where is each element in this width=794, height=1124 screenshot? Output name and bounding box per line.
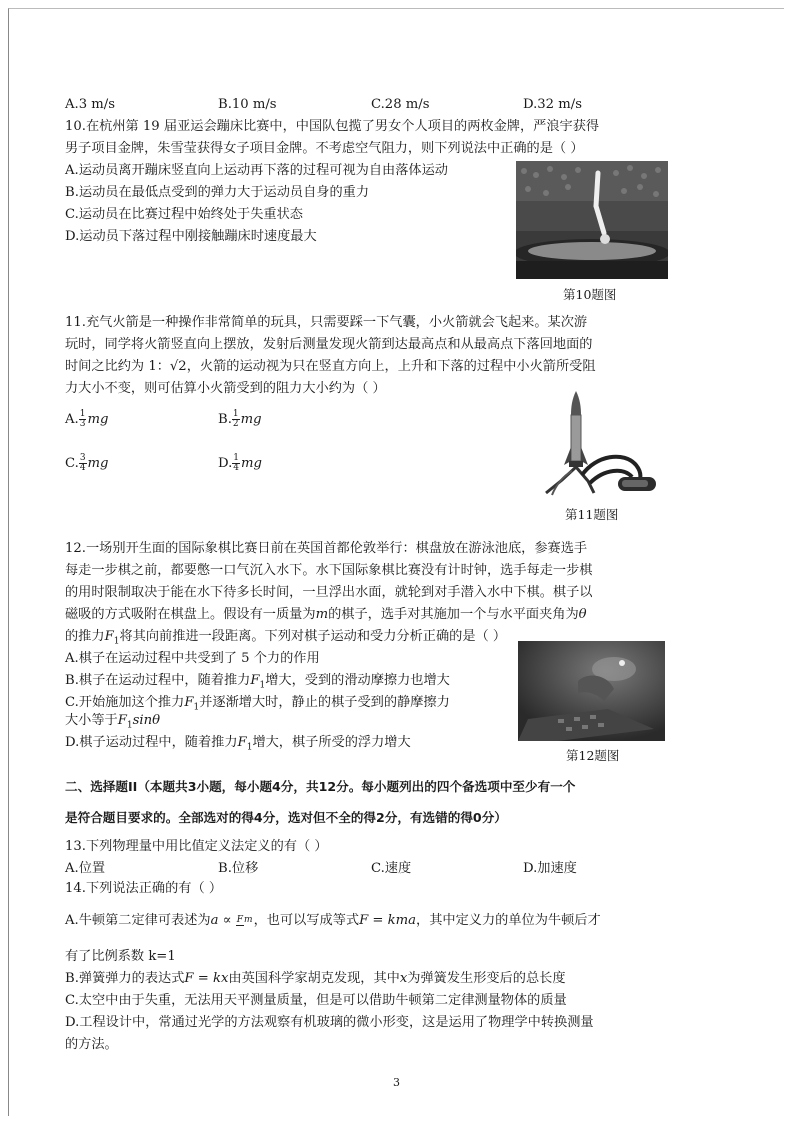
q9-option-b: B.10 m/s (218, 97, 277, 112)
q13-option-c: C.速度 (371, 861, 412, 876)
q11-option-c: C. $\frac{3}{4}$ mg (65, 453, 109, 473)
section2-header-line1: 二、选择题II（本题共3小题，每小题4分，共12分。每小题列出的四个备选项中至少有一个 (65, 779, 576, 794)
q14-option-a-line2: 有了比例系数 k=1 (65, 949, 176, 964)
q14-option-a-line1: A.牛顿第二定律可表述为a ∝ Fm，也可以写成等式F = kma，其中定义力的单位为牛顿后才 (65, 913, 601, 928)
q11-stem-line4: 力大小不变，则可估算小火箭受到的阻力大小约为（ ） (65, 381, 386, 396)
q12-figure-caption: 第12题图 (566, 748, 620, 763)
q14-option-c: C.太空中由于失重，无法用天平测量质量，但是可以借助牛顿第二定律测量物体的质量 (65, 993, 567, 1008)
q11-air-rocket-photo (532, 385, 662, 501)
q12-stem-line4: 磁吸的方式吸附在棋盘上。假设有一质量为m的棋子，选手对其施加一个与水平面夹角为θ (65, 607, 587, 622)
q11-stem-line3: 时间之比约为 1：√2，火箭的运动视为只在竖直方向上，上升和下落的过程中小火箭所受阻 (65, 359, 596, 374)
q11-option-b: B. $\frac{1}{2}$ mg (218, 409, 262, 429)
q12-underwater-chess-photo (518, 641, 665, 741)
q13-option-a: A.位置 (65, 861, 106, 876)
q12-stem-line1: 12.一场别开生面的国际象棋比赛日前在英国首都伦敦举行：棋盘放在游泳池底，参赛选手 (65, 541, 588, 556)
q12-stem-line3: 的用时限制取决于能在水下待多长时间，一旦浮出水面，就轮到对手潜入水中下棋。棋子以 (65, 585, 593, 600)
q12-option-b: B.棋子在运动过程中，随着推力$F_1$增大，受到的滑动摩擦力也增大 (65, 673, 450, 691)
q10-option-b: B.运动员在最低点受到的弹力大于运动员自身的重力 (65, 185, 370, 200)
q13-stem: 13.下列物理量中用比值定义法定义的有（ ） (65, 839, 328, 854)
q10-trampoline-photo (516, 161, 668, 279)
page-number: 3 (393, 1076, 400, 1089)
q10-option-a: A.运动员离开蹦床竖直向上运动再下落的过程可视为自由落体运动 (65, 163, 448, 178)
q9-option-a: A.3 m/s (65, 97, 116, 112)
q10-option-d: D.运动员下落过程中刚接触蹦床时速度最大 (65, 229, 317, 244)
q11-stem-line1: 11.充气火箭是一种操作非常简单的玩具，只需要踩一下气囊，小火箭就会飞起来。某次游 (65, 315, 588, 330)
q9-option-c: C.28 m/s (371, 97, 430, 112)
q12-option-c-line1: C.开始施加这个推力$F_1$并逐渐增大时，静止的棋子受到的静摩擦力 (65, 695, 450, 713)
q12-option-c-line2: 大小等于$F_1\sin\theta$ (65, 713, 161, 731)
q12-stem-line5: 的推力$F_1$将其向前推进一段距离。下列对棋子运动和受力分析正确的是（ ） (65, 629, 507, 647)
q10-stem-line1: 10.在杭州第 19 届亚运会蹦床比赛中，中国队包揽了男女个人项目的两枚金牌，严浪宇获得 (65, 119, 600, 134)
q10-figure-caption: 第10题图 (563, 287, 617, 302)
q14-option-b: B.弹簧弹力的表达式F = kx由英国科学家胡克发现，其中x为弹簧发生形变后的总长度 (65, 971, 566, 986)
q11-option-a: A. $\frac{1}{3}$ mg (65, 409, 109, 429)
q10-option-c: C.运动员在比赛过程中始终处于失重状态 (65, 207, 303, 222)
q14-stem: 14.下列说法正确的有（ ） (65, 881, 223, 896)
q12-option-a: A.棋子在运动过程中共受到了 5 个力的作用 (65, 651, 320, 666)
q13-option-b: B.位移 (218, 861, 259, 876)
q12-stem-line2: 每走一步棋之前，都要憋一口气沉入水下。水下国际象棋比赛没有计时钟，选手每走一步棋 (65, 563, 593, 578)
q14-option-d-line1: D.工程设计中，常通过光学的方法观察有机玻璃的微小形变，这是运用了物理学中转换测量 (65, 1015, 594, 1030)
q9-option-d: D.32 m/s (523, 97, 582, 112)
q11-option-d: D. $\frac{1}{4}$ mg (218, 453, 262, 473)
q10-stem-line2: 男子项目金牌，朱雪莹获得女子项目金牌。不考虑空气阻力，则下列说法中正确的是（ ） (65, 141, 584, 156)
section2-header-line2: 是符合题目要求的。全部选对的得4分，选对但不全的得2分，有选错的得0分） (65, 810, 507, 825)
q13-option-d: D.加速度 (523, 861, 577, 876)
q12-option-d: D.棋子运动过程中，随着推力$F_1$增大，棋子所受的浮力增大 (65, 735, 411, 753)
q14-option-d-line2: 的方法。 (65, 1037, 118, 1052)
q11-stem-line2: 玩时，同学将火箭竖直向上摆放，发射后测量发现火箭到达最高点和从最高点下落回地面的 (65, 337, 593, 352)
q11-figure-caption: 第11题图 (565, 507, 619, 522)
